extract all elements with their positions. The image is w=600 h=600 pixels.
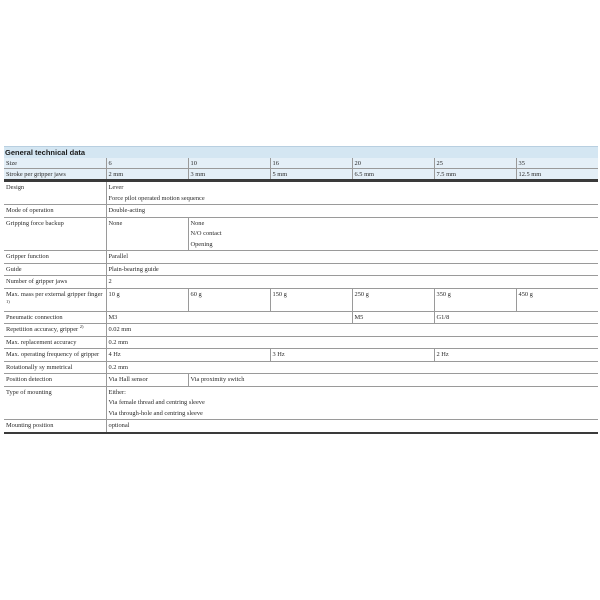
max-frequency-cell: 3 Hz	[270, 349, 434, 362]
position-detection-cell: Via proximity switch	[188, 374, 598, 387]
repetition-accuracy-value: 0.02 mm	[106, 324, 598, 337]
type-of-mounting-row	[4, 386, 598, 420]
type-of-mounting-value	[106, 386, 598, 420]
stroke-cell: 7.5 mm	[434, 169, 516, 181]
backup-option: None	[190, 219, 205, 227]
position-detection-cell: Via Hall sensor	[106, 374, 188, 387]
rotational-symmetry-row	[4, 361, 598, 374]
number-of-jaws-row	[4, 276, 598, 289]
max-mass-label: Max. mass per external gripper finger	[6, 290, 103, 298]
stroke-row	[4, 169, 598, 181]
guide-value: Plain-bearing guide	[106, 263, 598, 276]
mounting-line: Via female thread and centring sleeve	[108, 399, 205, 406]
mode-of-operation-value: Double-acting	[106, 205, 598, 218]
section-title: General technical data	[4, 146, 598, 158]
pneumatic-connection-cell: M5	[352, 311, 434, 324]
footnote-marker: 1)	[6, 298, 10, 304]
position-detection-row	[4, 374, 598, 387]
mode-of-operation-row	[4, 205, 598, 218]
row-label: Rotationally sy mmetrical	[4, 361, 106, 374]
footnote-marker: 2)	[79, 323, 84, 329]
design-row	[4, 181, 598, 205]
max-mass-cell: 250 g	[352, 288, 434, 311]
mounting-position-value: optional	[106, 420, 598, 433]
backup-option: N/O contact	[190, 230, 222, 237]
row-label: Number of gripper jaws	[4, 276, 106, 289]
gripping-force-backup-other-sizes	[188, 217, 598, 251]
row-label	[4, 288, 106, 311]
max-mass-cell: 450 g	[516, 288, 598, 311]
size-cell: 16	[270, 158, 352, 169]
row-label	[4, 324, 106, 337]
row-label: Guide	[4, 263, 106, 276]
row-label: Stroke per gripper jaws	[4, 169, 106, 181]
gripping-force-backup-size6: None	[106, 217, 188, 251]
replacement-accuracy-row	[4, 336, 598, 349]
row-label: Max. replacement accuracy	[4, 336, 106, 349]
size-cell: 10	[188, 158, 270, 169]
stroke-cell: 3 mm	[188, 169, 270, 181]
size-row	[4, 158, 598, 169]
size-cell: 35	[516, 158, 598, 169]
row-label: Gripper function	[4, 251, 106, 264]
size-cell: 6	[106, 158, 188, 169]
repetition-accuracy-row	[4, 324, 598, 337]
repetition-accuracy-label: Repetition accuracy, gripper	[6, 326, 79, 333]
pneumatic-connection-cell: G1/8	[434, 311, 598, 324]
max-frequency-row	[4, 349, 598, 362]
max-mass-cell: 10 g	[106, 288, 188, 311]
gripper-function-row	[4, 251, 598, 264]
size-cell: 20	[352, 158, 434, 169]
guide-row	[4, 263, 598, 276]
number-of-jaws-value: 2	[106, 276, 598, 289]
replacement-accuracy-value: 0.2 mm	[106, 336, 598, 349]
rotational-symmetry-value: 0.2 mm	[106, 361, 598, 374]
mounting-position-row	[4, 420, 598, 433]
row-label: Pneumatic connection	[4, 311, 106, 324]
row-label: Design	[4, 181, 106, 205]
pneumatic-connection-row	[4, 311, 598, 324]
stroke-cell: 2 mm	[106, 169, 188, 181]
gripping-force-backup-row	[4, 217, 598, 251]
row-label: Gripping force backup	[4, 217, 106, 251]
size-cell: 25	[434, 158, 516, 169]
row-label: Type of mounting	[4, 386, 106, 420]
mounting-line: Via through-hole and centring sleeve	[108, 409, 203, 417]
row-label: Position detection	[4, 374, 106, 387]
row-label: Max. operating frequency of gripper	[4, 349, 106, 362]
max-frequency-cell: 4 Hz	[106, 349, 270, 362]
technical-data-table	[4, 158, 598, 434]
row-label: Size	[4, 158, 106, 169]
technical-data-sheet	[4, 146, 598, 434]
max-mass-row	[4, 288, 598, 311]
stroke-cell: 5 mm	[270, 169, 352, 181]
backup-option: Opening	[190, 240, 213, 248]
max-mass-cell: 350 g	[434, 288, 516, 311]
row-label: Mounting position	[4, 420, 106, 433]
stroke-cell: 12.5 mm	[516, 169, 598, 181]
row-label: Mode of operation	[4, 205, 106, 218]
gripper-function-value: Parallel	[106, 251, 598, 264]
design-line: Force pilot operated motion sequence	[108, 194, 205, 202]
max-frequency-cell: 2 Hz	[434, 349, 598, 362]
mounting-line: Either:	[108, 388, 126, 396]
design-line: Lever	[108, 184, 124, 191]
pneumatic-connection-cell: M3	[106, 311, 352, 324]
max-mass-cell: 60 g	[188, 288, 270, 311]
max-mass-cell: 150 g	[270, 288, 352, 311]
design-value	[106, 181, 598, 205]
stroke-cell: 6.5 mm	[352, 169, 434, 181]
